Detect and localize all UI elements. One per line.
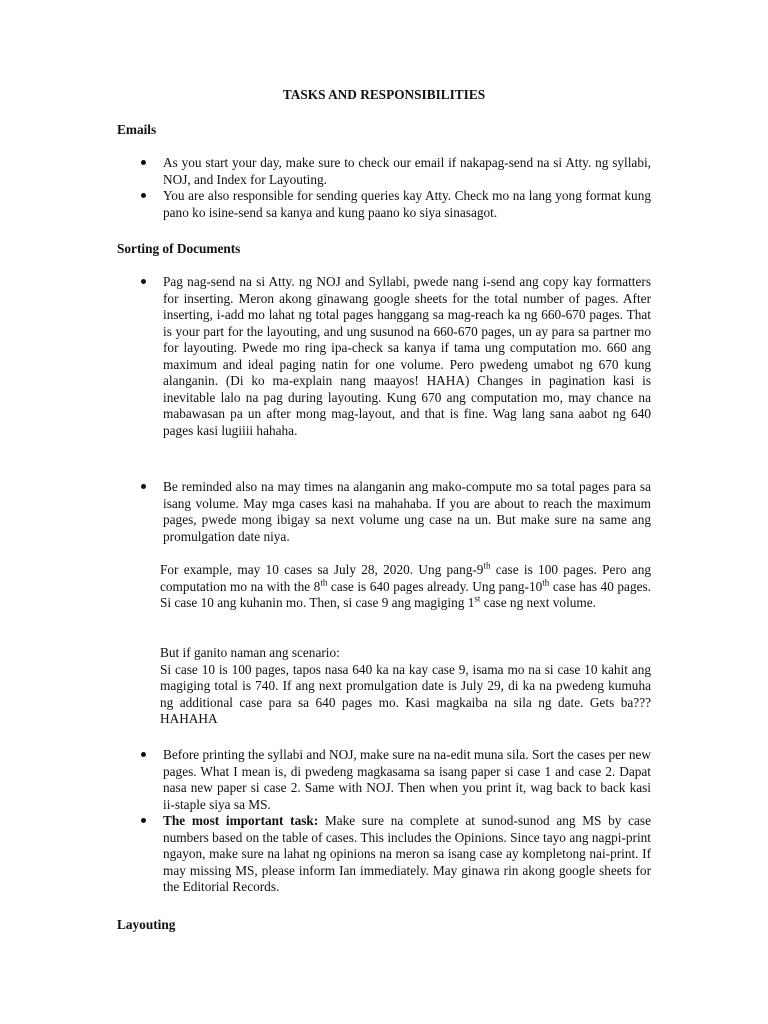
example-sup-3: th xyxy=(542,577,550,588)
sorting-item-3: Before printing the syllabi and NOJ, make sure na na-edit muna sila. Sort the cases per new pages. What I mean is, di pwedeng magkasama sa isang paper si case 1 and case 2. Dapat nasa new paper si case 2. Same with NOJ. Then when you print it, wag back to back kasi ii-staple siya sa MS. xyxy=(163,747,651,812)
emails-item-2: You are also responsible for sending queries kay Atty. Check mo na lang yong format kung pano ko isine-send sa kanya and kung paano ko siya sinasagot. xyxy=(163,188,651,220)
sorting-list-b xyxy=(163,479,651,545)
example-paragraph xyxy=(160,562,651,612)
sorting-list-c xyxy=(163,747,651,896)
emails-heading: Emails xyxy=(117,122,157,137)
layouting-heading: Layouting xyxy=(117,917,176,932)
example-text-3: case is 640 pages already. Ung pang-10 xyxy=(327,578,543,594)
most-important-text: Make sure na complete at sunod-sunod ang MS by case numbers based on the table of cases. This includes the Opinions. Since tayo ang nagpi-print ngayon, make sure na lahat ng opinions na meron sa isang case ay kompletong nai-print. If may missing MS, please inform Ian immediately. May ginawa rin akong google sheets for the Editorial Records. xyxy=(163,813,652,894)
sorting-item-4 xyxy=(163,813,651,896)
example-text-1: For example, may 10 cases sa July 28, 2020. Ung pang-9 xyxy=(160,562,484,577)
sorting-item-2: Be reminded also na may times na alanganin ang mako-compute mo sa total pages para sa isang volume. May mga cases kasi na mahahaba. If you are about to reach the maximum pages, pwede mong ibigay sa next volume ung case na un. But make sure na same ang promulgation date niya. xyxy=(163,479,651,544)
scenario-body: Si case 10 is 100 pages, tapos nasa 640 ka na kay case 9, isama mo na si case 10 kahit ang magiging total is 740. If ang next promulgation date is July 29, di ka na pwedeng kumuha ng additional case para sa 640 pages mo. Kasi magkaiba na sila ng date. Gets ba??? HAHAHA xyxy=(160,661,651,726)
sorting-list-a xyxy=(163,274,651,439)
emails-item-1: As you start your day, make sure to check our email if nakapag-send na si Atty. ng syllabi, NOJ, and Index for Layouting. xyxy=(163,155,651,187)
example-sup-2: th xyxy=(320,577,328,588)
example-text-2: case is 100 pages. Pero ang computation mo na with the 8 xyxy=(160,562,651,594)
scenario-paragraph xyxy=(160,645,651,728)
sorting-item-1: Pag nag-send na si Atty. ng NOJ and Syllabi, pwede nang i-send ang copy kay formatters for inserting. Meron akong ginawang google sheets for the total number of pages. After inserting, i-add mo lahat ng total pages hanggang sa mag-reach ka ng 660-670 pages. That is your part for the layouting, and ung susunod na 660-670 pages, un ay para sa partner mo for layouting. Pwede mo ring ipa-check sa kanya if tama ung computation mo. 660 ang maximum and ideal paging natin for one volume. Pero pwedeng umabot ng 670 kung alanganin. (Di ko ma-explain nang maayos! HAHA) Changes in pagination kasi is inevitable lalo na pag during layouting. Kung 670 ang computation mo, may chance na mabawasan pa un after mong mag-layout, and that is fine. Wag lang sana aabot ng 640 pages kasi lugiiii hahaha. xyxy=(163,274,651,438)
scenario-intro: But if ganito naman ang scenario: xyxy=(160,645,340,660)
example-sup-1: th xyxy=(483,560,491,571)
emails-list xyxy=(163,155,651,221)
document-title: TASKS AND RESPONSIBILITIES xyxy=(282,87,486,102)
most-important-label: The most important task: xyxy=(163,813,319,828)
example-text-4: case has 40 pages. Si case 10 ang kuhanin mo. Then, si case 9 ang magiging 1 xyxy=(160,578,652,610)
sorting-heading: Sorting of Documents xyxy=(117,241,241,256)
example-text-5: case ng next volume. xyxy=(480,595,596,610)
example-sup-4: st xyxy=(474,593,481,604)
